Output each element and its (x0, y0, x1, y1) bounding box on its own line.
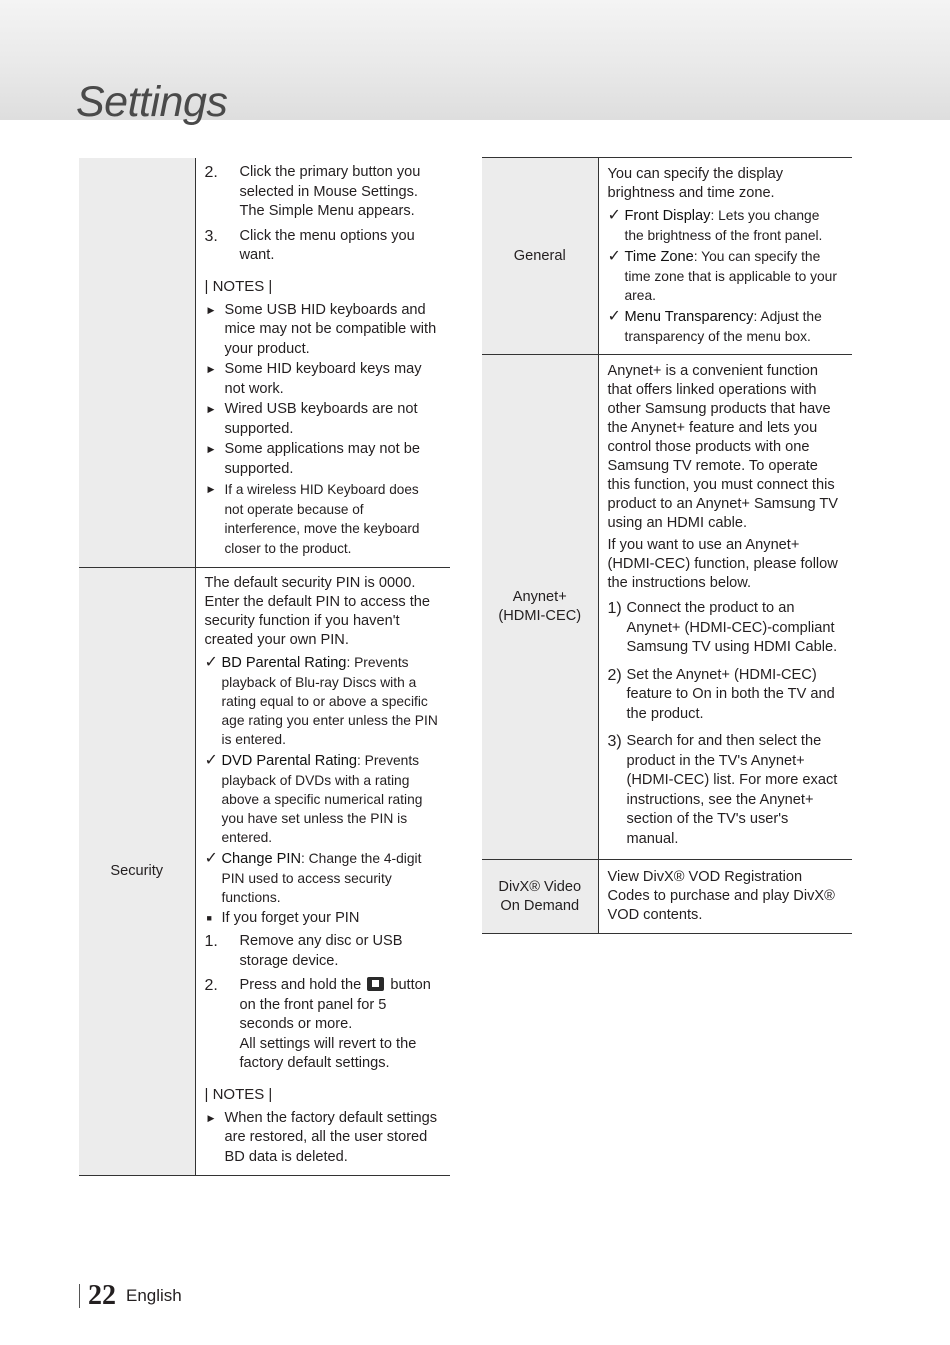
note-text: When the factory default settings are restored, all the user stored BD data is deleted. (224, 1109, 438, 1165)
step-text: Search for and then select the product in the TV's Anynet+ (HDMI-CEC) list. For more exact instructions, see the Anynet+ section of the TV's user's manual. (626, 733, 838, 847)
item-desc: : Adjust the transparency of the menu box. (624, 309, 822, 344)
check-item (608, 247, 841, 305)
security-intro: The default security PIN is 0000. Enter the default PIN to access the security function if you haven't created your own PIN. (204, 575, 431, 648)
step-number: 1) (607, 600, 622, 617)
check-item (205, 751, 439, 847)
check-mark-icon: ✓ (204, 752, 218, 769)
security-description (195, 568, 450, 1176)
item-desc: : Prevents playback of Blu-ray Discs with a rating equal to or above a specific age rating you enter unless the PIN is entered. (221, 655, 438, 747)
anynet-intro: Anynet+ is a convenient function that offers linked operations with other Samsung products that have the Anynet+ feature and lets you control those products with one Samsung TV remote. To operate this function, you must connect this product to an Anynet+ Samsung TV using an HDMI cable. (607, 363, 839, 531)
table-row-general (482, 158, 852, 355)
row-label-anynet (482, 355, 598, 860)
general-intro: You can specify the display brightness and time zone. (607, 166, 784, 201)
note-item (205, 440, 439, 479)
step-text-after: button on the front panel for 5 seconds or more. (239, 977, 431, 1032)
triangle-right-icon: ▶ (207, 304, 215, 315)
check-item-text (625, 206, 841, 245)
table-row-anynet (482, 355, 852, 860)
item-name: Menu Transparency (624, 309, 754, 325)
note-item (205, 360, 439, 399)
square-bullet-icon: ■ (206, 913, 212, 923)
footer-language: English (126, 1286, 182, 1305)
step-number: 1. (204, 933, 218, 950)
item-name: Change PIN (221, 851, 302, 867)
stop-button-icon (367, 977, 384, 991)
check-item-text (222, 653, 439, 749)
item-name: Front Display (624, 208, 711, 224)
step-text: Click the menu options you want. (239, 227, 415, 263)
step-number: 3) (607, 733, 622, 750)
row-label-empty (79, 158, 195, 568)
check-item (608, 307, 841, 346)
check-mark-icon: ✓ (607, 308, 621, 325)
step-text: Click the primary button you selected in Mouse Settings. The Simple Menu appears. (239, 164, 421, 219)
note-item (205, 301, 439, 360)
page-footer (79, 1280, 182, 1312)
step-number: 3. (204, 227, 218, 245)
triangle-right-icon: ▶ (207, 484, 215, 494)
item-desc: : Lets you change the brightness of the front panel. (624, 208, 823, 243)
forget-pin-label: If you forget your PIN (221, 910, 360, 926)
step-text: Connect the product to an Anynet+ (HDMI-CEC)-compliant Samsung TV using HDMI Cable. (626, 600, 838, 655)
page-title: Settings (76, 78, 228, 126)
note-item (205, 1109, 439, 1168)
check-mark-icon: ✓ (204, 850, 218, 867)
check-item-text (625, 307, 841, 346)
settings-table-right (482, 157, 852, 934)
numbered-step (608, 666, 841, 725)
check-item-text (222, 751, 439, 847)
triangle-right-icon: ▶ (207, 364, 215, 374)
divx-description: View DivX® VOD Registration Codes to purchase and play DivX® VOD contents. (598, 860, 852, 934)
continuation-description (195, 158, 450, 568)
notes-label: | NOTES | (204, 277, 273, 295)
check-mark-icon: ✓ (607, 207, 621, 224)
row-label-divx (482, 860, 598, 934)
note-text: Some applications may not be supported. (224, 441, 421, 477)
label-line2: (HDMI-CEC) (498, 608, 582, 624)
numbered-step (205, 932, 439, 971)
item-desc: : Change the 4-digit PIN used to access security functions. (221, 851, 422, 905)
check-item (608, 206, 841, 245)
triangle-right-icon: ▶ (207, 404, 215, 414)
triangle-right-icon: ▶ (207, 1112, 215, 1123)
check-item-text (222, 849, 439, 907)
anynet-description (598, 355, 852, 860)
note-text: If a wireless HID Keyboard does not operate because of interference, move the keyboard closer to the product. (224, 482, 420, 556)
note-item (205, 400, 439, 439)
label-line1: DivX® Video (498, 878, 582, 895)
numbered-step (608, 599, 841, 658)
item-name: BD Parental Rating (221, 655, 347, 671)
check-item-text (625, 247, 841, 305)
label-line2: On Demand (500, 897, 580, 914)
check-item (205, 849, 439, 907)
step-text-before: Press and hold the (239, 977, 362, 993)
general-description (598, 158, 852, 355)
table-row-continuation (79, 158, 450, 568)
numbered-step (608, 732, 841, 849)
page-number: 22 (88, 1280, 116, 1311)
step-text (240, 976, 439, 1074)
footer-divider (79, 1284, 80, 1308)
numbered-step (205, 163, 439, 222)
table-row-security (79, 568, 450, 1176)
row-label-security: Security (79, 568, 195, 1176)
notes-label: | NOTES | (204, 1085, 273, 1103)
settings-table-left (79, 158, 450, 1176)
step-number: 2. (204, 164, 218, 181)
step-text: Set the Anynet+ (HDMI-CEC) feature to On in both the TV and the product. (626, 666, 835, 722)
item-name: Time Zone (624, 249, 694, 265)
item-name: DVD Parental Rating (221, 753, 357, 769)
step-number: 2) (607, 666, 622, 684)
label-line1: Anynet+ (512, 589, 567, 605)
numbered-step (205, 227, 439, 266)
item-desc: : You can specify the time zone that is applicable to your area. (624, 249, 837, 303)
step-number: 2. (204, 977, 218, 994)
numbered-step (205, 976, 439, 1074)
square-bullet-item (205, 909, 439, 928)
step-text-line2: All settings will revert to the factory default settings. (239, 1035, 417, 1071)
table-row-divx (482, 860, 852, 934)
note-item (205, 480, 439, 558)
step-text: Remove any disc or USB storage device. (239, 933, 403, 969)
check-mark-icon: ✓ (204, 654, 218, 671)
item-desc: : Prevents playback of DVDs with a rating above a specific numerical rating you have set unless the PIN is entered. (221, 753, 423, 845)
triangle-right-icon: ▶ (207, 444, 215, 454)
check-mark-icon: ✓ (607, 248, 621, 265)
note-text: Wired USB keyboards are not supported. (224, 401, 418, 437)
note-text: Some USB HID keyboards and mice may not be compatible with your product. (224, 301, 437, 357)
row-label-general: General (482, 158, 598, 355)
note-text: Some HID keyboard keys may not work. (224, 361, 422, 397)
check-item (205, 653, 439, 749)
anynet-intro2: If you want to use an Anynet+ (HDMI-CEC) function, please follow the instructions below. (607, 537, 838, 591)
